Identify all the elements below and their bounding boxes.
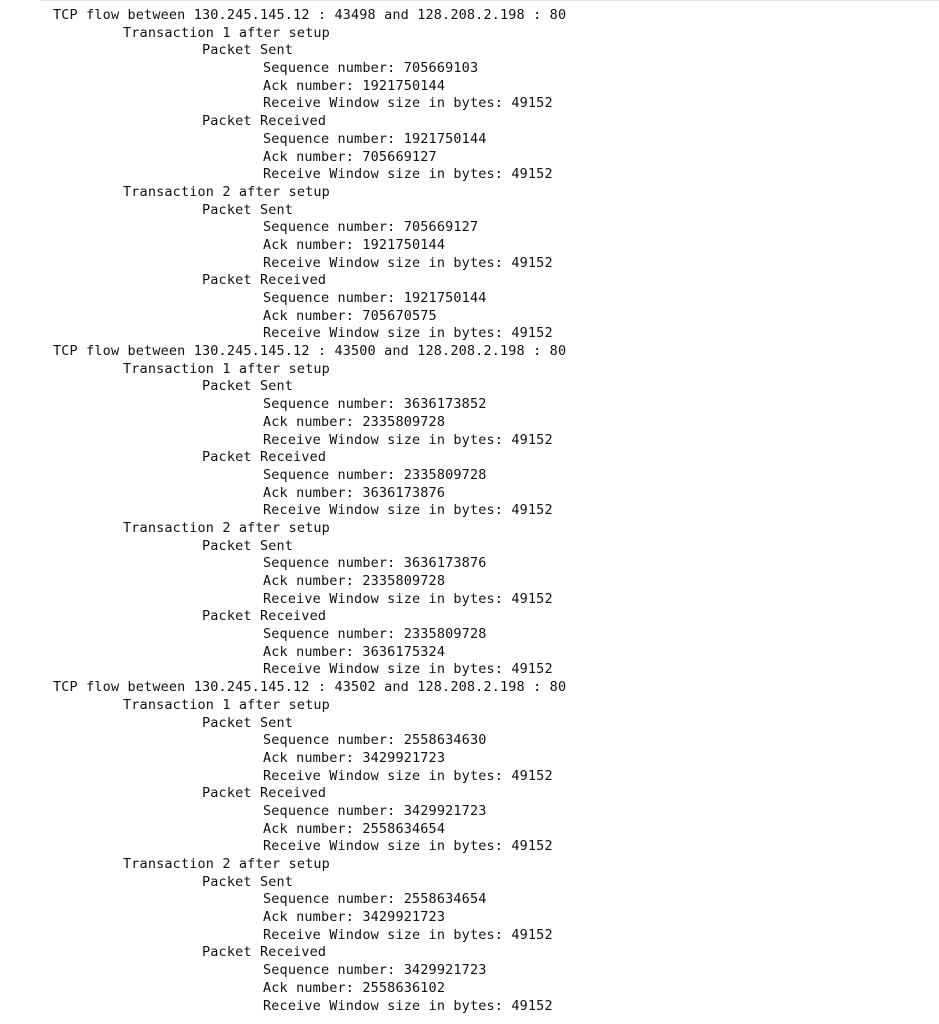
packet — [0, 785, 939, 856]
ack-number-field: Ack number: 2335809728 — [263, 413, 446, 430]
ack-number-field: Ack number: 2335809728 — [263, 573, 446, 589]
packet-label: Packet Sent — [202, 873, 294, 890]
packet-label: Packet Received — [202, 272, 327, 289]
packet — [0, 272, 939, 343]
packet — [0, 378, 939, 449]
window-size-field: Receive Window size in bytes: 49152 — [263, 166, 553, 183]
ack-number-field: Ack number: 705670575 — [263, 307, 437, 324]
transaction — [0, 520, 939, 679]
sequence-number-field: Sequence number: 2335809728 — [263, 626, 487, 643]
window-size-field: Receive Window size in bytes: 49152 — [263, 502, 553, 519]
transaction — [0, 856, 939, 1015]
window-size-field: Receive Window size in bytes: 49152 — [263, 325, 553, 342]
sequence-number-field: Sequence number: 1921750144 — [263, 130, 487, 147]
sequence-number-field: Sequence number: 3636173876 — [263, 555, 487, 572]
ack-number-field: Ack number: 705669127 — [263, 148, 437, 165]
packet — [0, 202, 939, 273]
transaction — [0, 184, 939, 343]
tcp-flow — [0, 7, 939, 343]
sequence-number-field: Sequence number: 2558634630 — [263, 732, 487, 749]
ack-number-field: Ack number: 2558634654 — [263, 820, 446, 837]
flow-header: TCP flow between 130.245.145.12 : 43500 and 128.208.2.198 : 80 — [53, 343, 567, 360]
packet-label: Packet Received — [202, 785, 327, 802]
ack-number-field: Ack number: 3636173876 — [263, 484, 446, 501]
window-size-field: Receive Window size in bytes: 49152 — [263, 590, 553, 607]
transaction — [0, 25, 939, 184]
packet — [0, 42, 939, 113]
packet-label: Packet Received — [202, 608, 327, 625]
window-size-field: Receive Window size in bytes: 49152 — [263, 997, 553, 1014]
packet-label: Packet Received — [202, 944, 327, 961]
transaction-title: Transaction 1 after setup — [123, 24, 330, 41]
transaction-title: Transaction 1 after setup — [123, 360, 330, 377]
sequence-number-field: Sequence number: 1921750144 — [263, 290, 487, 306]
terminal-output — [0, 7, 939, 1015]
packet-label: Packet Sent — [202, 714, 294, 731]
tcp-flow — [0, 343, 939, 679]
window-size-field: Receive Window size in bytes: 49152 — [263, 661, 553, 678]
packet — [0, 874, 939, 945]
flow-header: TCP flow between 130.245.145.12 : 43498 and 128.208.2.198 : 80 — [53, 7, 567, 23]
sequence-number-field: Sequence number: 2335809728 — [263, 466, 487, 483]
packet — [0, 113, 939, 184]
packet-label: Packet Sent — [202, 42, 294, 59]
transaction-title: Transaction 1 after setup — [123, 696, 330, 713]
tcp-flow — [0, 679, 939, 1015]
packet — [0, 538, 939, 609]
window-size-field: Receive Window size in bytes: 49152 — [263, 926, 553, 943]
transaction-title: Transaction 2 after setup — [123, 856, 330, 872]
ack-number-field: Ack number: 1921750144 — [263, 77, 446, 94]
packet-label: Packet Sent — [202, 378, 294, 395]
packet-label: Packet Sent — [202, 201, 294, 218]
top-divider — [40, 0, 939, 1]
sequence-number-field: Sequence number: 2558634654 — [263, 891, 487, 908]
ack-number-field: Ack number: 3636175324 — [263, 643, 446, 660]
transaction — [0, 361, 939, 520]
transaction-title: Transaction 2 after setup — [123, 183, 330, 200]
packet — [0, 449, 939, 520]
sequence-number-field: Sequence number: 3429921723 — [263, 962, 487, 979]
sequence-number-field: Sequence number: 705669127 — [263, 219, 479, 236]
ack-number-field: Ack number: 3429921723 — [263, 909, 446, 926]
sequence-number-field: Sequence number: 3636173852 — [263, 396, 487, 413]
window-size-field: Receive Window size in bytes: 49152 — [263, 838, 553, 855]
packet — [0, 715, 939, 786]
transaction-title: Transaction 2 after setup — [123, 519, 330, 536]
packet-label: Packet Received — [202, 113, 327, 130]
window-size-field: Receive Window size in bytes: 49152 — [263, 254, 553, 271]
packet — [0, 944, 939, 1015]
window-size-field: Receive Window size in bytes: 49152 — [263, 95, 553, 112]
packet — [0, 608, 939, 679]
transaction — [0, 697, 939, 856]
ack-number-field: Ack number: 2558636102 — [263, 979, 446, 996]
ack-number-field: Ack number: 1921750144 — [263, 236, 446, 253]
flow-header: TCP flow between 130.245.145.12 : 43502 and 128.208.2.198 : 80 — [53, 679, 567, 696]
window-size-field: Receive Window size in bytes: 49152 — [263, 767, 553, 784]
sequence-number-field: Sequence number: 705669103 — [263, 60, 479, 77]
packet-label: Packet Received — [202, 449, 327, 466]
packet-label: Packet Sent — [202, 537, 294, 554]
sequence-number-field: Sequence number: 3429921723 — [263, 802, 487, 819]
window-size-field: Receive Window size in bytes: 49152 — [263, 431, 553, 448]
ack-number-field: Ack number: 3429921723 — [263, 749, 446, 766]
